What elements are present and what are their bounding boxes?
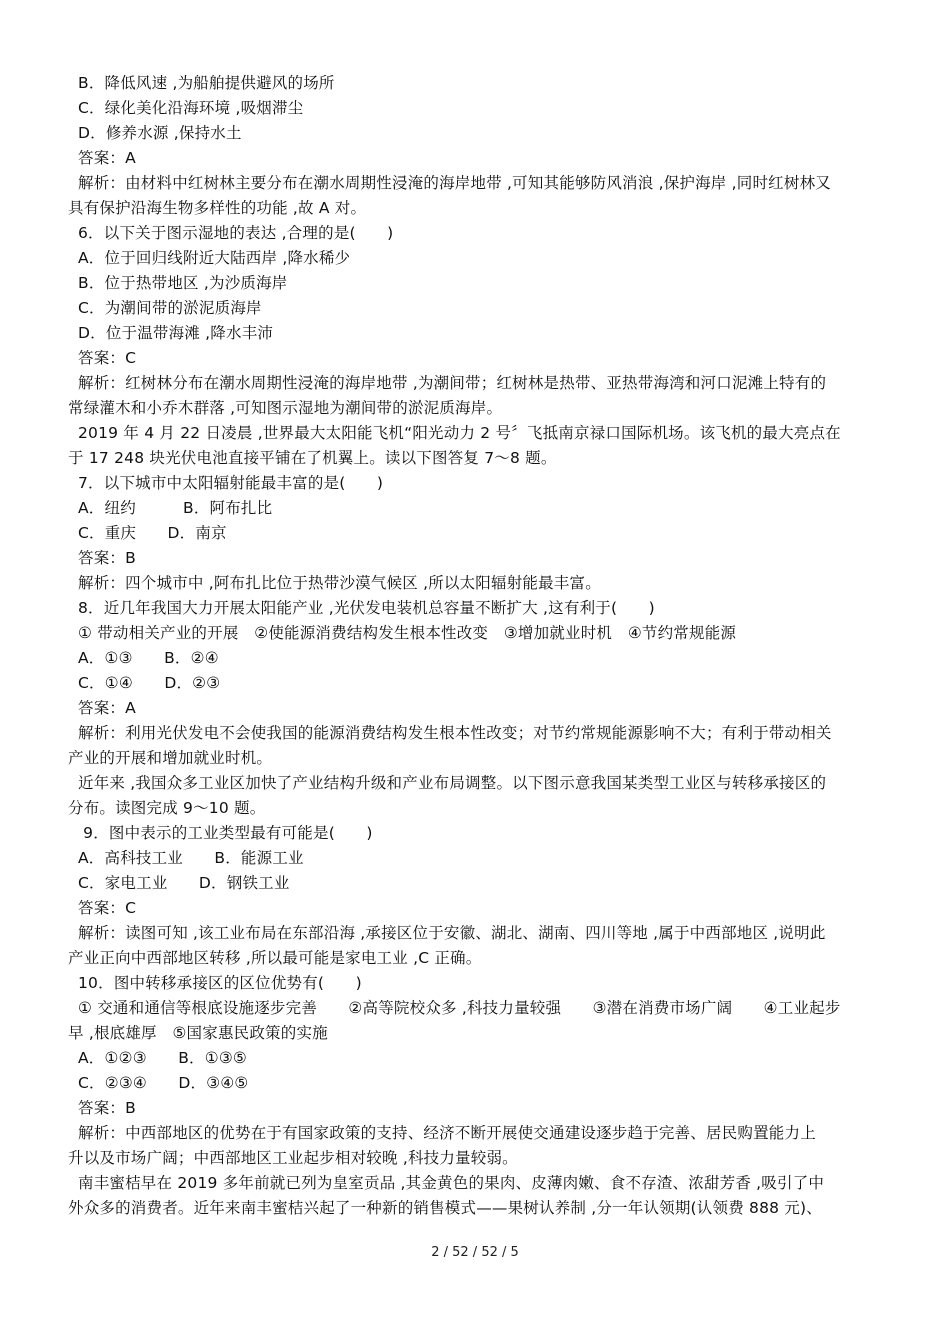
text-line: 解析：中西部地区的优势在于有国家政策的支持、经济不断开展使交通建设逐步趋于完善、居民购置能力上 [78,1124,816,1142]
text-line: D．位于温带海滩 ,降水丰沛 [78,324,274,342]
text-line: 产业的开展和增加就业时机。 [68,749,273,767]
text-line: 答案：A [78,149,136,167]
text-line: D．修养水源 ,保持水土 [78,124,242,142]
text-line: 7．以下城市中太阳辐射能最丰富的是( ) [78,474,384,492]
page-number: 2 / 52 / 52 / 5 [431,1245,519,1260]
text-line: C．①④ D．②③ [78,674,221,692]
text-line: A．①③ B．②④ [78,649,219,667]
text-line: 具有保护沿海生物多样性的功能 ,故 A 对。 [68,199,367,217]
text-line: C．重庆 D．南京 [78,524,227,542]
text-line: 常绿灌木和小乔木群落 ,可知图示湿地为潮间带的淤泥质海岸。 [68,399,503,417]
text-line: 答案：C [78,349,137,367]
text-line: 解析：四个城市中 ,阿布扎比位于热带沙漠气候区 ,所以太阳辐射能最丰富。 [78,574,601,592]
text-line: A．①②③ B．①③⑤ [78,1049,248,1067]
text-line: 答案：C [78,899,137,917]
text-line: 分布。读图完成 9～10 题。 [68,799,266,817]
text-line: 答案：A [78,699,136,717]
text-line: A．纽约 B．阿布扎比 [78,499,273,517]
text-line: B．位于热带地区 ,为沙质海岸 [78,274,288,292]
text-line: C．家电工业 D．钢铁工业 [78,874,290,892]
text-line: 解析：读图可知 ,该工业布局在东部沿海 ,承接区位于安徽、湖北、湖南、四川等地 ,属于中西部地区 ,说明此 [78,924,826,942]
text-line: 解析：红树林分布在潮水周期性浸淹的海岸地带 ,为潮间带；红树林是热带、亚热带海湾和河口泥滩上特有的 [78,374,827,392]
text-line: 8．近几年我国大力开展太阳能产业 ,光伏发电装机总容量不断扩大 ,这有利于( ) [78,599,655,617]
text-line: 外众多的消费者。近年来南丰蜜桔兴起了一种新的销售模式——果树认养制 ,分一年认领期(认领费 888 元)、 [68,1199,822,1217]
document-body [68,71,884,1221]
text-line: ① 交通和通信等根底设施逐步完善 ②高等院校众多 ,科技力量较强 ③潜在消费市场广阔 ④工业起步 [78,999,841,1017]
text-line: 近年来 ,我国众多工业区加快了产业结构升级和产业布局调整。以下图示意我国某类型工业区与转移承接区的 [78,774,827,792]
text-line: 升以及市场广阔；中西部地区工业起步相对较晚 ,科技力量较弱。 [68,1149,518,1167]
text-line: 解析：由材料中红树林主要分布在潮水周期性浸淹的海岸地带 ,可知其能够防风消浪 ,保护海岸 ,同时红树林又 [78,174,831,192]
text-line: 答案：B [78,1099,136,1117]
text-line: C．为潮间带的淤泥质海岸 [78,299,262,317]
text-line: 10．图中转移承接区的区位优势有( ) [78,974,362,992]
text-line: 6．以下关于图示湿地的表达 ,合理的是( ) [78,224,394,242]
text-line: 答案：B [78,549,136,567]
text-line: 2019 年 4 月 22 日凌晨 ,世界最大太阳能飞机“阳光动力 2 号〞飞抵南京禄口国际机场。该飞机的最大亮点在 [78,424,841,442]
text-line: 9．图中表示的工业类型最有可能是( ) [78,824,373,842]
text-line: 于 17 248 块光伏电池直接平铺在了机翼上。读以下图答复 7～8 题。 [68,449,557,467]
text-line: 产业正向中西部地区转移 ,所以最可能是家电工业 ,C 正确。 [68,949,482,967]
page-footer [0,1245,950,1260]
text-line: C．②③④ D．③④⑤ [78,1074,249,1092]
text-line: B．降低风速 ,为船舶提供避风的场所 [78,74,335,92]
text-line: A．位于回归线附近大陆西岸 ,降水稀少 [78,249,351,267]
text-line: ① 带动相关产业的开展 ②使能源消费结构发生根本性改变 ③增加就业时机 ④节约常规能源 [78,624,737,642]
text-line: 早 ,根底雄厚 ⑤国家惠民政策的实施 [68,1024,328,1042]
text-line: A．高科技工业 B．能源工业 [78,849,304,867]
text-line: 解析：利用光伏发电不会使我国的能源消费结构发生根本性改变；对节约常规能源影响不大；有利于带动相关 [78,724,832,742]
text-line: 南丰蜜桔早在 2019 多年前就已列为皇室贡品 ,其金黄色的果肉、皮薄肉嫩、食不存渣、浓甜芳香 ,吸引了中 [78,1174,825,1192]
text-line: C．绿化美化沿海环境 ,吸烟滞尘 [78,99,304,117]
